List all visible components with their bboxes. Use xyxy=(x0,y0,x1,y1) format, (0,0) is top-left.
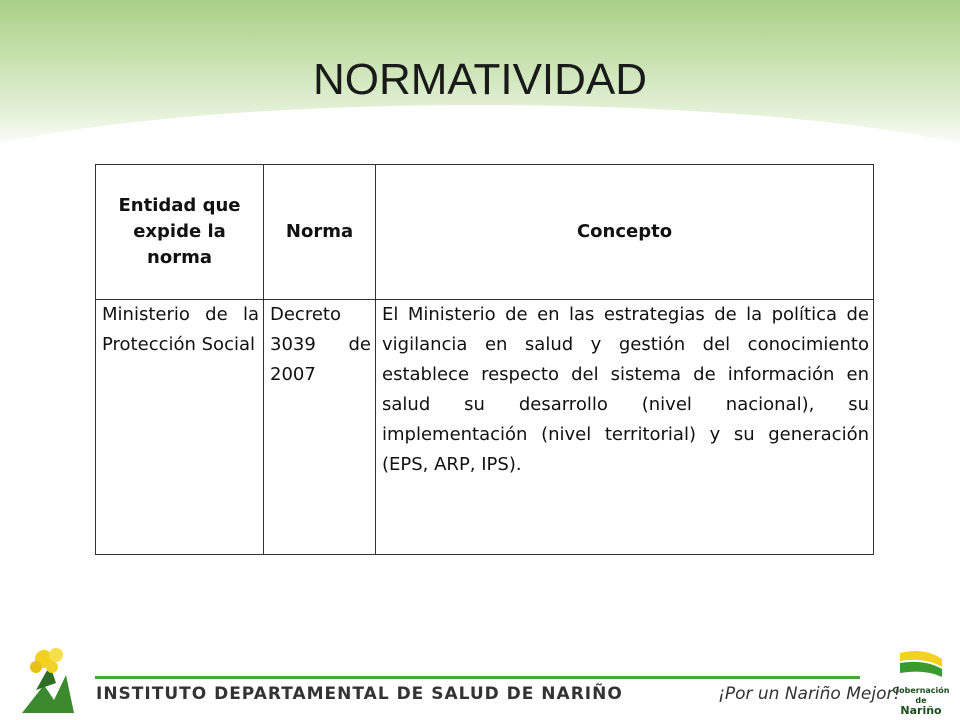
cell-entidad: Ministerio de la Protección Social xyxy=(96,300,264,555)
footer-institute: INSTITUTO DEPARTAMENTAL DE SALUD DE NARIÑO xyxy=(96,684,623,704)
normatividad-table xyxy=(95,164,874,555)
gobernacion-small: Gobernación de xyxy=(892,686,950,705)
footer-slogan: ¡Por un Nariño Mejor! xyxy=(718,684,901,704)
table-row xyxy=(96,300,874,555)
table-header-row xyxy=(96,165,874,300)
cell-concepto: El Ministerio de en las estrategias de la política de vigilancia en salud y gestión del conocimiento establece respecto del sistema de información en salud su desarrollo (nivel nacional), su implementación (nivel territorial) y su generación (EPS, ARP, IPS). xyxy=(376,300,874,555)
cell-norma: Decreto 3039 de 2007 xyxy=(264,300,376,555)
footer-divider xyxy=(95,676,860,679)
header-entidad: Entidad que expide la norma xyxy=(96,165,264,300)
header-concepto: Concepto xyxy=(376,165,874,300)
slide-title: NORMATIVIDAD xyxy=(312,55,648,104)
gobernacion-big: Nariño xyxy=(900,704,942,717)
header-norma: Norma xyxy=(264,165,376,300)
flower-logo-icon xyxy=(14,645,89,715)
